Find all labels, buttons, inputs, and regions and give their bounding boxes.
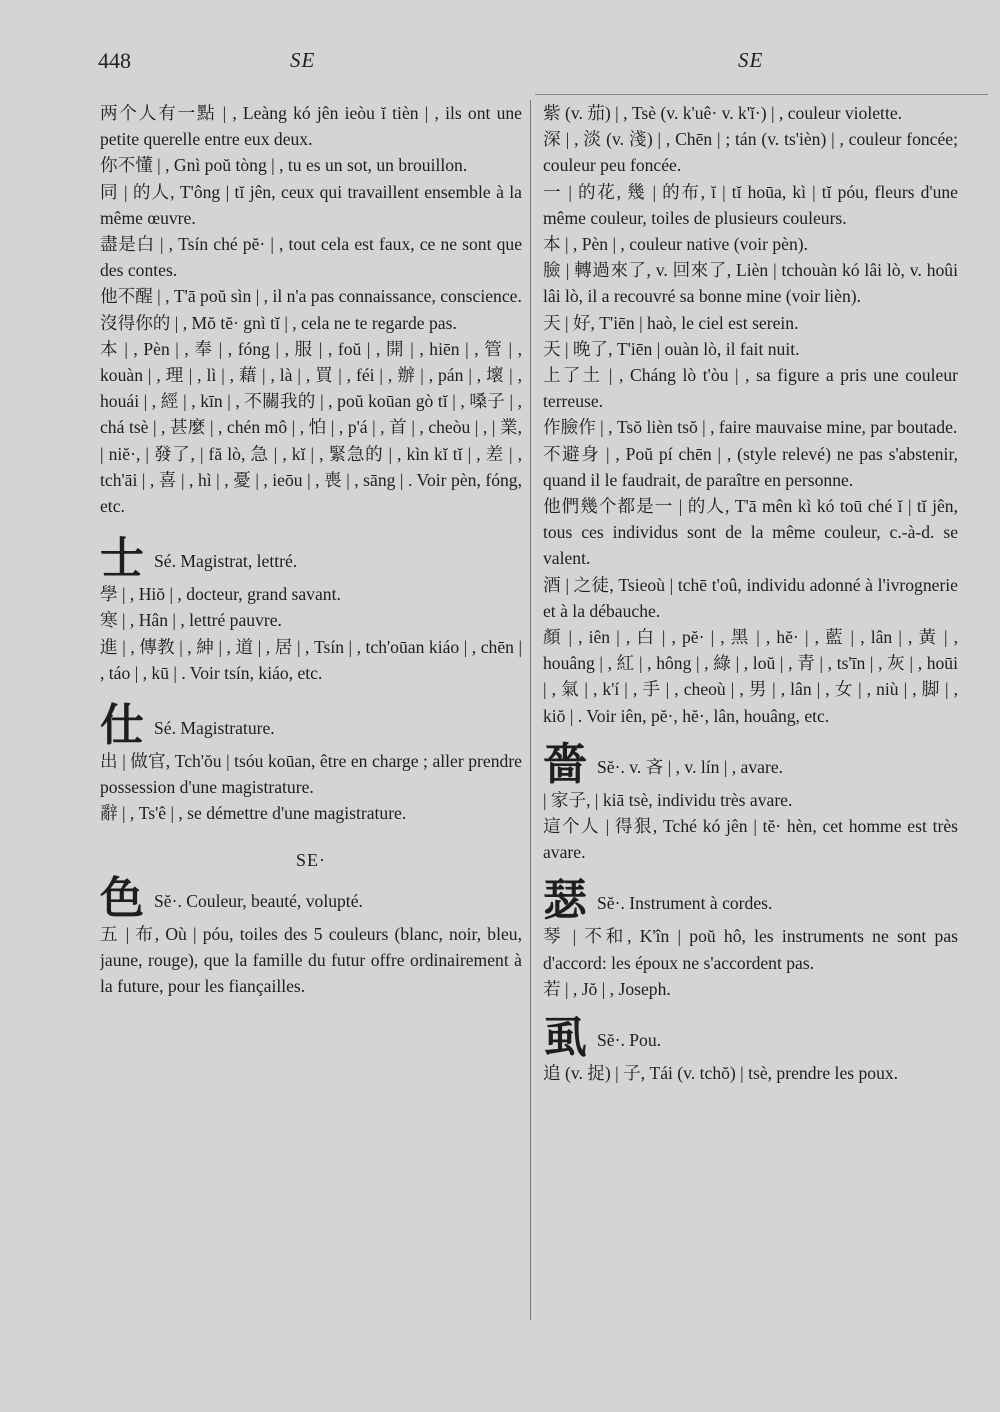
entry-heading — [100, 700, 522, 752]
dictionary-entry — [543, 100, 958, 126]
entry-text: 這个人 | 得狠, Tché kó jên | tĕ· hèn, cet homme est très avare. — [543, 816, 958, 863]
entry-text: Sĕ·. Instrument à cordes. — [597, 893, 773, 914]
dictionary-entry — [543, 441, 958, 493]
dictionary-entry — [100, 748, 522, 800]
entry-heading — [100, 533, 522, 585]
entry-text: 盡是白 | , Tsín ché pĕ· | , tout cela est faux, ce ne sont que des contes. — [100, 234, 522, 281]
headword-character: 瑟 — [543, 875, 587, 927]
entry-text: 琴 | 不和, K'în | poŭ hô, les instruments ne sont pas d'accord: les époux ne s'accordent pas. — [543, 926, 958, 973]
entry-text: 你不懂 | , Gnì poŭ tòng | , tu es un sot, un brouillon. — [100, 155, 468, 176]
dictionary-entry — [543, 126, 958, 178]
entry-text: Sĕ·. Couleur, beauté, volupté. — [154, 890, 363, 911]
entry-text: Sĕ·. v. 吝 | , v. lín | , avare. — [597, 756, 784, 777]
dictionary-entry — [543, 624, 958, 729]
entry-heading — [543, 1012, 958, 1064]
dictionary-entry — [100, 800, 522, 826]
dictionary-entry — [543, 336, 958, 362]
dictionary-entry — [543, 1060, 958, 1086]
entry-text: 學 | , Hiŏ | , docteur, grand savant. — [100, 584, 341, 605]
entry-heading — [100, 872, 522, 924]
header-rule — [535, 94, 988, 95]
dictionary-entry — [543, 923, 958, 975]
column-divider — [530, 100, 531, 1320]
entry-text: 若 | , Jŏ | , Joseph. — [543, 978, 671, 999]
running-head-right: SE — [738, 48, 764, 72]
entry-text: 本 | , Pèn | , couleur native (voir pèn). — [543, 234, 809, 255]
section-heading: SE· — [296, 849, 326, 870]
dictionary-entry — [100, 100, 522, 152]
entry-heading — [543, 738, 958, 790]
entry-text: 顏 | , iên | , 白 | , pĕ· | , 黑 | , hĕ· | , 藍 | , lân | , 黃 | , houâng | , 紅 | , hông | , 綠 | , loŭ | , 青 | , ts'īn | , 灰 | , hoūi | , 氣 | , k'í | , 手 | , cheoù | , 男 | , lân | , 女 | , niù | , 脚 | , kiŏ | . Voir iên, pĕ·, hĕ·, lân, houâng, etc. — [543, 627, 958, 726]
dictionary-entry — [543, 493, 958, 572]
entry-text: Sĕ·. Pou. — [597, 1030, 662, 1051]
entry-text: 進 | , 傳教 | , 紳 | , 道 | , 居 | , Tsín | , tch'oūan kiáo | , chēn | , táo | , kū | . Voir tsín, kiáo, etc. — [100, 636, 522, 683]
headword-character: 仕 — [100, 700, 144, 752]
headword-character: 嗇 — [543, 738, 587, 790]
headword-character: 虱 — [543, 1012, 587, 1064]
entry-text: 臉 | 轉過來了, v. 回來了, Lièn | tchouàn kó lâi lò, v. hoûi lâi lò, il a recouvré sa bonne mine (voir lièn). — [543, 260, 958, 307]
dictionary-entry — [100, 152, 522, 178]
entry-text: 寒 | , Hân | , lettré pauvre. — [100, 610, 282, 631]
entry-text: 本 | , Pèn | , 奉 | , fóng | , 服 | , foŭ | , 開 | , hiēn | , 管 | , kouàn | , 理 | , lì | , 藉 | , là | , 買 | , féi | , 辦 | , pán | , 壞 | , houái | , 經 | , kīn | , 不關我的 | , poŭ koūan gò tĭ | , 嗓子 | , chá tsè | , 甚麼 | , chén mô | , 怕 | , p'á | , 首 | , cheòu | , | 業, | niĕ·, | 發了, | fă lò, 急 | , kĭ | , 緊急的 | , kìn kĭ tĭ | , 差 | , tch'āi | , 喜 | , hì | , 憂 | , ieōu | , 喪 | , sāng | . Voir pèn, fóng, etc. — [100, 338, 522, 517]
headword-character: 士 — [100, 533, 144, 585]
dictionary-entry — [543, 813, 958, 865]
entry-text: 他們幾个都是一 | 的人, T'ā mên kì kó toū ché ĭ | tĭ jên, tous ces individus sont de la même couleur, c.-à-d. se valent. — [543, 496, 958, 569]
running-head-left: SE — [290, 48, 316, 72]
entry-text: | 家子, | kiā tsè, individu très avare. — [543, 789, 793, 810]
entry-text: 辭 | , Ts'ê | , se démettre d'une magistrature. — [100, 803, 407, 824]
dictionary-entry — [543, 257, 958, 309]
dictionary-entry — [543, 976, 958, 1002]
dictionary-entry — [100, 283, 522, 309]
entry-text: 深 | , 淡 (v. 淺) | , Chēn | ; tán (v. ts'ièn) | , couleur foncée; couleur peu foncée. — [543, 129, 958, 176]
entry-heading — [543, 875, 958, 927]
dictionary-entry — [100, 634, 522, 686]
dictionary-entry — [543, 362, 958, 414]
entry-text: 五 | 布, Où | póu, toiles des 5 couleurs (blanc, noir, bleu, jaune, rouge), que la famille du futur offre ordinairement à la future, pour les fiançailles. — [100, 923, 522, 997]
headword-character: 色 — [100, 872, 144, 924]
dictionary-entry — [543, 231, 958, 257]
entry-text: 出 | 做官, Tch'ŏu | tsóu koūan, être en charge ; aller prendre possession d'une magistrature. — [100, 751, 522, 798]
entry-text: 紫 (v. 茄) | , Tsè (v. k'uê· v. k'ĭ·) | , couleur violette. — [543, 103, 903, 123]
entry-text: 沒得你的 | , Mŏ tĕ· gnì tĭ | , cela ne te regarde pas. — [100, 312, 457, 333]
dictionary-entry — [543, 787, 958, 813]
entry-text: 上了土 | , Cháng lò t'òu | , sa figure a pris une couleur terreuse. — [543, 365, 958, 412]
entry-text: 天 | 好, T'iēn | haò, le ciel est serein. — [543, 312, 799, 333]
dictionary-entry — [100, 581, 522, 607]
dictionary-entry — [100, 310, 522, 336]
dictionary-entry — [543, 179, 958, 231]
entry-text: 他不醒 | , T'ā poŭ sìn | , il n'a pas connaissance, conscience. — [100, 286, 522, 307]
dictionary-entry — [100, 921, 522, 1000]
entry-text: Sé. Magistrat, lettré. — [154, 551, 298, 572]
entry-text: 同 | 的人, T'ông | tĭ jên, ceux qui travaillent ensemble à la même œuvre. — [100, 181, 522, 228]
entry-text: Sé. Magistrature. — [154, 718, 275, 739]
left-column — [100, 100, 522, 999]
dictionary-entry — [543, 310, 958, 336]
entry-text: 不避身 | , Poŭ pí chēn | , (style relevé) ne pas s'abstenir, quand il le faudrait, de paraître en personne. — [543, 443, 958, 490]
entry-text: 酒 | 之徒, Tsieoù | tchē t'oû, individu adonné à l'ivrognerie et à la débauche. — [543, 574, 958, 621]
dictionary-entry — [100, 607, 522, 633]
dictionary-entry — [100, 179, 522, 231]
entry-text: 追 (v. 捉) | 子, Tái (v. tchŏ) | tsè, prendre les poux. — [543, 1063, 899, 1084]
entry-text: 作臉作 | , Tsŏ lièn tsŏ | , faire mauvaise mine, par boutade. — [543, 417, 958, 438]
dictionary-entry — [543, 572, 958, 624]
entry-text: 两个人有一點 | , Leàng kó jên ieòu ĭ tièn | , ils ont une petite querelle entre eux deux. — [100, 103, 522, 150]
dictionary-entry — [100, 336, 522, 519]
dictionary-entry — [543, 414, 958, 440]
page-number: 448 — [98, 48, 131, 73]
entry-text: 一 | 的花, 幾 | 的布, ĭ | tĭ hoūa, kì | tĭ póu, fleurs d'une même couleur, toiles de plusieurs couleurs. — [543, 181, 958, 228]
dictionary-entry — [100, 231, 522, 283]
entry-text: 天 | 晚了, T'iēn | ouàn lò, il fait nuit. — [543, 338, 800, 359]
right-column — [543, 100, 958, 1086]
